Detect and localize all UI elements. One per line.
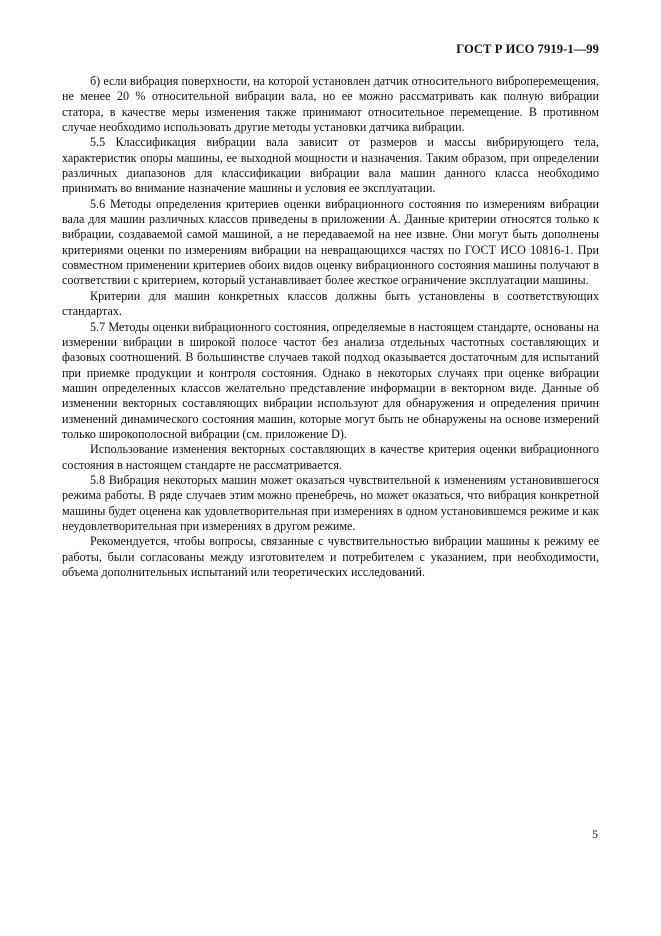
page-number: 5 <box>592 827 598 841</box>
paragraph-b-sensor: б) если вибрация поверхности, на которой установлен датчик относительного виброперемещения, не менее 20 % относительной вибрации вала, но ее можно рассматривать как полную вибрации статора, в качестве меры изменения также принимают относительное перемещение. В противном случае необходимо использовать другие методы установки датчика вибрации. <box>62 74 599 135</box>
paragraph-5-8-recommendation: Рекомендуется, чтобы вопросы, связанные с чувствительностью вибрации машины к режиму ее работы, были согласованы между изготовителем и потребителем с указанием, при необходимости, объема дополнительных испытаний или теоретических исследований. <box>62 534 599 579</box>
document-body <box>62 74 599 580</box>
paragraph-5-6: 5.6 Методы определения критериев оценки вибрационного состояния по измерениям вибрации вала для машин различных классов приведены в приложении А. Данные критерии относятся только к вибрации, создаваемой самой машиной, а не передаваемой на нее извне. Они могут быть дополнены критериями оценки по измерениям вибрации на невращающихся частях по ГОСТ ИСО 10816-1. При совместном применении критериев обоих видов оценку вибрационного состояния машины получают в соответствии с критерием, который устанавливает более жесткое ограничение эксплуатации машины. <box>62 196 599 288</box>
paragraph-5-6-criteria: Критерии для машин конкретных классов должны быть установлены в соответствующих стандартах. <box>62 288 599 319</box>
paragraph-5-7-vector: Использование изменения векторных составляющих в качестве критерия оценки вибрационного состояния в настоящем стандарте не рассматривается. <box>62 442 599 472</box>
page-header-standard: ГОСТ Р ИСО 7919-1—99 <box>456 42 599 56</box>
paragraph-5-5: 5.5 Классификация вибрации вала зависит от размеров и массы вибрирующего тела, характеристик опоры машины, ее выходной мощности и назначения. Таким образом, при определении различных диапазонов для классификации вибрации вала машин данного класса необходимо принимать во внимание назначение машины и условия ее эксплуатации. <box>62 135 599 196</box>
paragraph-5-7: 5.7 Методы оценки вибрационного состояния, определяемые в настоящем стандарте, основаны на измерении вибрации в широкой полосе частот без анализа отдельных частотных составляющих и фазовых соотношений. В большинстве случаев такой подход оказывается достаточным для испытаний при приемке продукции и контроля состояния. Однако в некоторых случаях при оценке вибрации машин определенных классов желательно представление информации в векторном виде. Данные об изменении векторных составляющих вибрации используют для обнаружения и определения причин изменений динамического состояния машин, которые могут быть не обнаружены на основе измерений только широкополосной вибрации (см. приложение D). <box>62 319 599 441</box>
paragraph-5-8: 5.8 Вибрация некоторых машин может оказаться чувствительной к изменениям установившегося режима работы. В ряде случаев этим можно пренебречь, но может оказаться, что вибрация конкретной машины будет оценена как удовлетворительная при измерениях в одном установившемся режиме и как неудовлетворительная при измерениях в другом режиме. <box>62 472 599 533</box>
